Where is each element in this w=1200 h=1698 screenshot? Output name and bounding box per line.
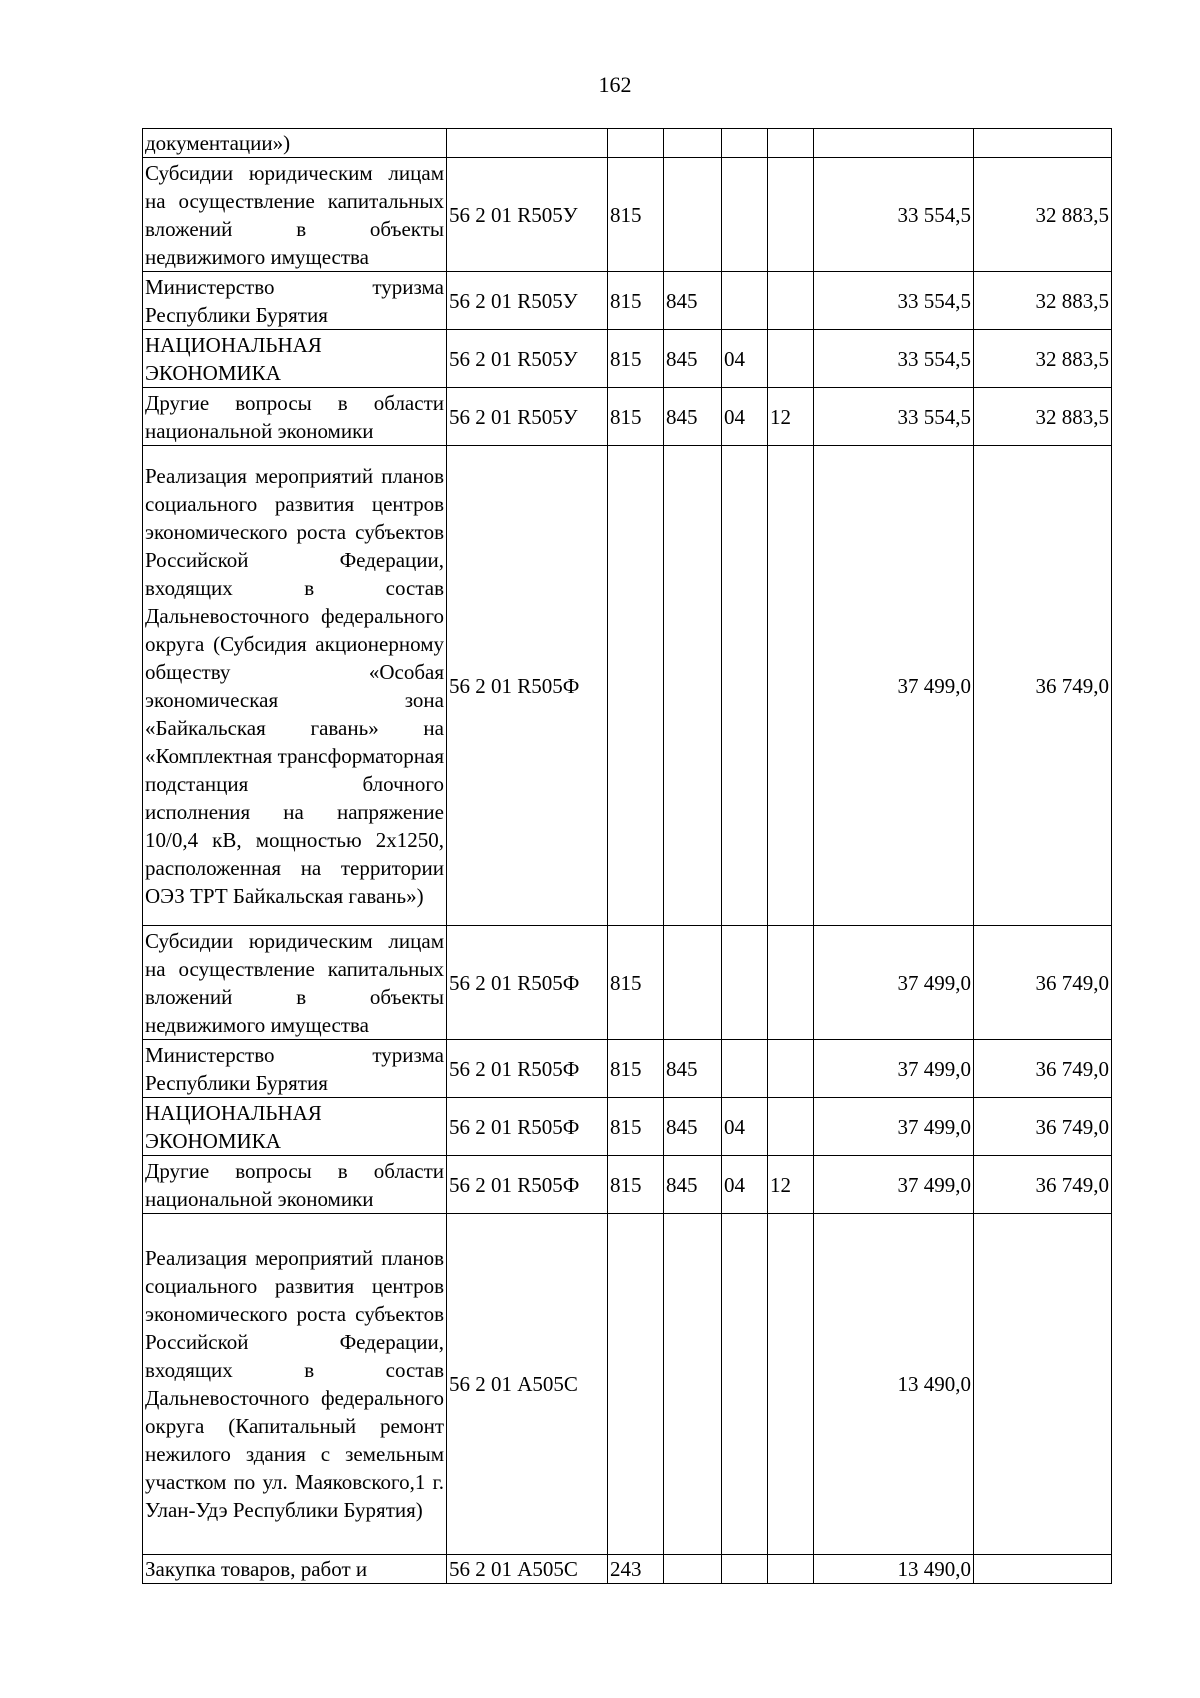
row-description: Министерство туризма Республики Бурятия: [143, 1040, 447, 1098]
row-pr: [722, 926, 768, 1040]
row-rz: [664, 1214, 722, 1555]
table-row: [143, 1040, 1112, 1098]
row-sum-2: 36 749,0: [974, 1156, 1112, 1214]
table-row: [143, 926, 1112, 1040]
row-description: документации»): [143, 129, 447, 158]
row-sum-1: 33 554,5: [814, 330, 974, 388]
row-description: Министерство туризма Республики Бурятия: [143, 272, 447, 330]
row-vr: [768, 158, 814, 272]
row-sum-2: 36 749,0: [974, 1040, 1112, 1098]
row-ved: [608, 1214, 664, 1555]
row-sum-1: 37 499,0: [814, 1098, 974, 1156]
row-sum-1: 33 554,5: [814, 388, 974, 446]
row-sum-2: 36 749,0: [974, 1098, 1112, 1156]
row-rz: 845: [664, 1098, 722, 1156]
row-description: Реализация мероприятий планов социального развития центров экономического роста субъектов Российской Федерации, входящих в состав Дальневосточного федерального округа (Субсидия акционерному обществу «Особая экономическая зона «Байкальская гавань» на «Комплектная трансформаторная подстанция блочного исполнения на напряжение 10/0,4 кВ, мощностью 2х1250, расположенная на территории ОЭЗ ТРТ Байкальская гавань»): [143, 446, 447, 926]
row-sum-1: 33 554,5: [814, 272, 974, 330]
row-description: Закупка товаров, работ и: [143, 1555, 447, 1584]
row-pr: [722, 158, 768, 272]
row-rz: 845: [664, 1040, 722, 1098]
row-pr: [722, 446, 768, 926]
row-code: 56 2 01 R505Ф: [447, 1156, 608, 1214]
row-vr: 12: [768, 1156, 814, 1214]
row-vr: [768, 272, 814, 330]
row-code: 56 2 01 R505Ф: [447, 926, 608, 1040]
row-ved: 815: [608, 388, 664, 446]
table-row: [143, 272, 1112, 330]
table-row: [143, 129, 1112, 158]
row-ved: 815: [608, 1040, 664, 1098]
row-vr: [768, 926, 814, 1040]
table-row: [143, 158, 1112, 272]
row-pr: [722, 129, 768, 158]
row-code: 56 2 01 R505Ф: [447, 1040, 608, 1098]
row-vr: 12: [768, 388, 814, 446]
row-pr: 04: [722, 330, 768, 388]
row-description: Субсидии юридическим лицам на осуществление капитальных вложений в объекты недвижимого имущества: [143, 158, 447, 272]
row-description: Реализация мероприятий планов социального развития центров экономического роста субъектов Российской Федерации, входящих в состав Дальневосточного федерального округа (Капитальный ремонт нежилого здания с земельным участком по ул. Маяковского,1 г. Улан-Удэ Республики Бурятия): [143, 1214, 447, 1555]
row-description: НАЦИОНАЛЬНАЯ ЭКОНОМИКА: [143, 1098, 447, 1156]
row-sum-2: 32 883,5: [974, 388, 1112, 446]
row-rz: 845: [664, 1156, 722, 1214]
row-ved: 243: [608, 1555, 664, 1584]
row-ved: 815: [608, 158, 664, 272]
row-ved: 815: [608, 1098, 664, 1156]
row-sum-2: [974, 1555, 1112, 1584]
row-rz: 845: [664, 330, 722, 388]
row-ved: [608, 129, 664, 158]
row-sum-2: [974, 1214, 1112, 1555]
row-description: Субсидии юридическим лицам на осуществление капитальных вложений в объекты недвижимого имущества: [143, 926, 447, 1040]
row-sum-1: 13 490,0: [814, 1214, 974, 1555]
row-code: 56 2 01 R505У: [447, 330, 608, 388]
row-ved: 815: [608, 1156, 664, 1214]
row-pr: [722, 1555, 768, 1584]
row-description: НАЦИОНАЛЬНАЯ ЭКОНОМИКА: [143, 330, 447, 388]
row-code: 56 2 01 А505С: [447, 1214, 608, 1555]
row-ved: 815: [608, 330, 664, 388]
row-rz: [664, 446, 722, 926]
table-row: [143, 446, 1112, 926]
row-vr: [768, 446, 814, 926]
row-pr: 04: [722, 1156, 768, 1214]
row-vr: [768, 129, 814, 158]
table-row: [143, 1214, 1112, 1555]
row-vr: [768, 1098, 814, 1156]
row-rz: 845: [664, 388, 722, 446]
row-rz: [664, 1555, 722, 1584]
row-vr: [768, 1555, 814, 1584]
row-sum-1: 37 499,0: [814, 1040, 974, 1098]
row-pr: [722, 272, 768, 330]
row-sum-2: [974, 129, 1112, 158]
row-ved: 815: [608, 272, 664, 330]
page-number: 162: [598, 72, 632, 97]
row-code: 56 2 01 R505Ф: [447, 446, 608, 926]
row-pr: 04: [722, 388, 768, 446]
row-rz: [664, 158, 722, 272]
row-description: Другие вопросы в области национальной экономики: [143, 1156, 447, 1214]
row-code: 56 2 01 R505У: [447, 388, 608, 446]
row-rz: [664, 129, 722, 158]
table-row: [143, 1156, 1112, 1214]
row-sum-1: 13 490,0: [814, 1555, 974, 1584]
row-pr: [722, 1040, 768, 1098]
table-row: [143, 1098, 1112, 1156]
row-pr: 04: [722, 1098, 768, 1156]
table-row: [143, 388, 1112, 446]
table-row: [143, 1555, 1112, 1584]
row-description: Другие вопросы в области национальной экономики: [143, 388, 447, 446]
row-sum-1: 37 499,0: [814, 446, 974, 926]
row-code: 56 2 01 R505Ф: [447, 1098, 608, 1156]
row-sum-1: 37 499,0: [814, 926, 974, 1040]
row-sum-2: 36 749,0: [974, 446, 1112, 926]
row-vr: [768, 330, 814, 388]
row-sum-2: 32 883,5: [974, 158, 1112, 272]
row-sum-1: [814, 129, 974, 158]
row-sum-1: 33 554,5: [814, 158, 974, 272]
row-code: [447, 129, 608, 158]
budget-table: [142, 128, 1112, 1584]
row-ved: [608, 446, 664, 926]
row-sum-2: 32 883,5: [974, 330, 1112, 388]
row-rz: [664, 926, 722, 1040]
row-code: 56 2 01 R505У: [447, 272, 608, 330]
row-sum-2: 32 883,5: [974, 272, 1112, 330]
row-rz: 845: [664, 272, 722, 330]
row-sum-2: 36 749,0: [974, 926, 1112, 1040]
row-vr: [768, 1214, 814, 1555]
row-sum-1: 37 499,0: [814, 1156, 974, 1214]
table-row: [143, 330, 1112, 388]
row-code: 56 2 01 R505У: [447, 158, 608, 272]
row-ved: 815: [608, 926, 664, 1040]
row-vr: [768, 1040, 814, 1098]
row-pr: [722, 1214, 768, 1555]
row-code: 56 2 01 А505С: [447, 1555, 608, 1584]
